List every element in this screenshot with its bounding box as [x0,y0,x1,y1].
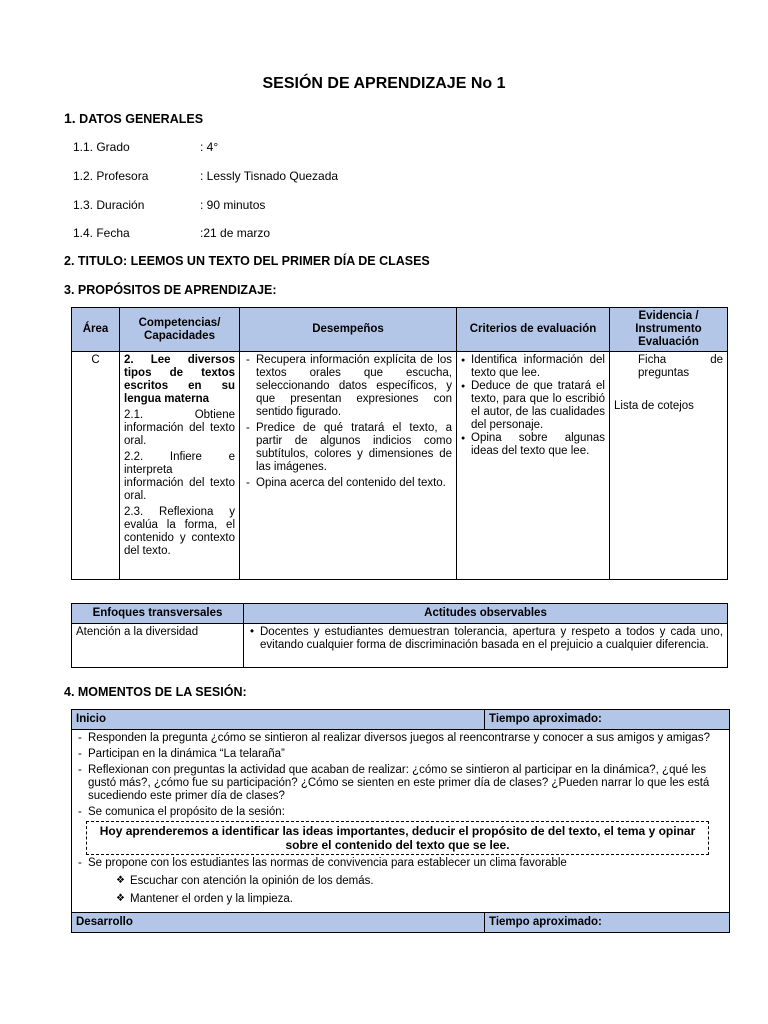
momentos-table [71,709,730,933]
desempeno-item: - Predice de qué tratará el texto, a partir de algunos indicios como subtítulos, colores y dimensiones de las imágenes. [244,422,452,474]
desempenos-cell [240,352,457,580]
capacidad-item: 2.2. Infiere e interpreta información del texto oral. [124,451,235,502]
duracion-label: 1.3. Duración [73,198,145,212]
competencia-title: 2. Lee diversos tipos de textos escritos en su lengua materna [124,354,235,405]
header-actitudes: Actitudes observables [244,604,728,624]
profesora-label: 1.2. Profesora [73,169,149,183]
section-1-heading [64,110,203,126]
desempeno-item: - Recupera información explícita de los textos orales que escucha, seleccionando datos específicos, y que presentan expresiones con sentido figurado. [244,354,452,419]
section-1-number: 1. [64,110,76,126]
purpose-box: Hoy aprenderemos a identificar las ideas importantes, deducir el propósito de del texto, el tema y opinar sobre el contenido del texto que se lee. [86,821,709,855]
capacidad-item: 2.3. Reflexiona y evalúa la forma, el contenido y contexto del texto. [124,506,235,557]
tiempo-header-2: Tiempo aproximado: [485,913,730,933]
enfoques-table [71,603,728,668]
header-enfoques: Enfoques transversales [72,604,244,624]
propositos-table [71,307,728,580]
section-2-heading: 2. TITULO: LEEMOS UN TEXTO DEL PRIMER DÍA DE CLASES [64,254,430,268]
enfoque-cell: Atención a la diversidad [72,624,244,668]
section-4-heading: 4. MOMENTOS DE LA SESIÓN: [64,685,247,699]
area-cell: C [72,352,120,580]
grado-label: 1.1. Grado [73,140,130,154]
header-evidencia: Evidencia / Instrumento Evaluación [610,308,728,352]
duracion-value: : 90 minutos [200,198,266,212]
inicio-header: Inicio [72,710,485,730]
fecha-label: 1.4. Fecha [73,226,130,240]
normas-intro: - Se propone con los estudiantes las normas de convivencia para establecer un clima favorable [76,857,723,870]
header-desempenos: Desempeños [240,308,457,352]
norma-item: ❖ Mantener el orden y la limpieza. [116,890,723,908]
inicio-content [72,730,730,913]
inicio-item: - Responden la pregunta ¿cómo se sintieron al realizar diversos juegos al reencontrarse y conocer a sus amigos y amigas? [76,732,723,745]
criterio-item: ● Deduce de que tratará el texto, para que lo escribió el autor, de las cualidades del personaje. [461,380,605,432]
evidencia-ficha: Ficha de preguntas [638,354,723,379]
inicio-item: - Reflexionan con preguntas la actividad que acaban de realizar: ¿cómo se sintieron al participar en la dinámica?, ¿qué les gustó más?, ¿cómo fue su participación? ¿Cómo se sienten en este primer día de clases? ¿Pueden narrar lo que les está sucediendo este primer día de clases? [76,764,723,803]
profesora-value: : Lessly Tisnado Quezada [200,169,339,183]
tiempo-header: Tiempo aproximado: [485,710,730,730]
criterios-cell [457,352,610,580]
evidencia-lista: Lista de cotejos [614,400,694,412]
actitud-item: • Docentes y estudiantes demuestran tolerancia, apertura y respeto a todos y cada uno, evitando cualquier forma de discriminación basada en el prejuicio a cualquier diferencia. [248,626,723,652]
desarrollo-header: Desarrollo [72,913,485,933]
grado-value: : 4° [200,140,219,154]
capacidad-item: 2.1. Obtiene información del texto oral. [124,409,235,447]
inicio-item: - Se comunica el propósito de la sesión: [76,806,723,819]
section-1-title: DATOS GENERALES [79,112,204,126]
norma-item: ❖ Escuchar con atención la opinión de los demás. [116,872,723,890]
header-area: Área [72,308,120,352]
criterio-item: ● Opina sobre algunas ideas del texto que lee. [461,432,605,458]
header-criterios: Criterios de evaluación [457,308,610,352]
inicio-item: - Participan en la dinámica “La telaraña” [76,748,723,761]
page-title: SESIÓN DE APRENDIZAJE No 1 [262,75,506,92]
competencias-cell [120,352,240,580]
criterio-item: ● Identifica información del texto que lee. [461,354,605,380]
evidencia-cell [610,352,728,580]
header-competencias: Competencias/ Capacidades [120,308,240,352]
section-3-heading: 3. PROPÓSITOS DE APRENDIZAJE: [64,283,277,297]
fecha-value: :21 de marzo [200,226,271,240]
desempeno-item: - Opina acerca del contenido del texto. [244,477,452,490]
actitudes-cell [244,624,728,668]
